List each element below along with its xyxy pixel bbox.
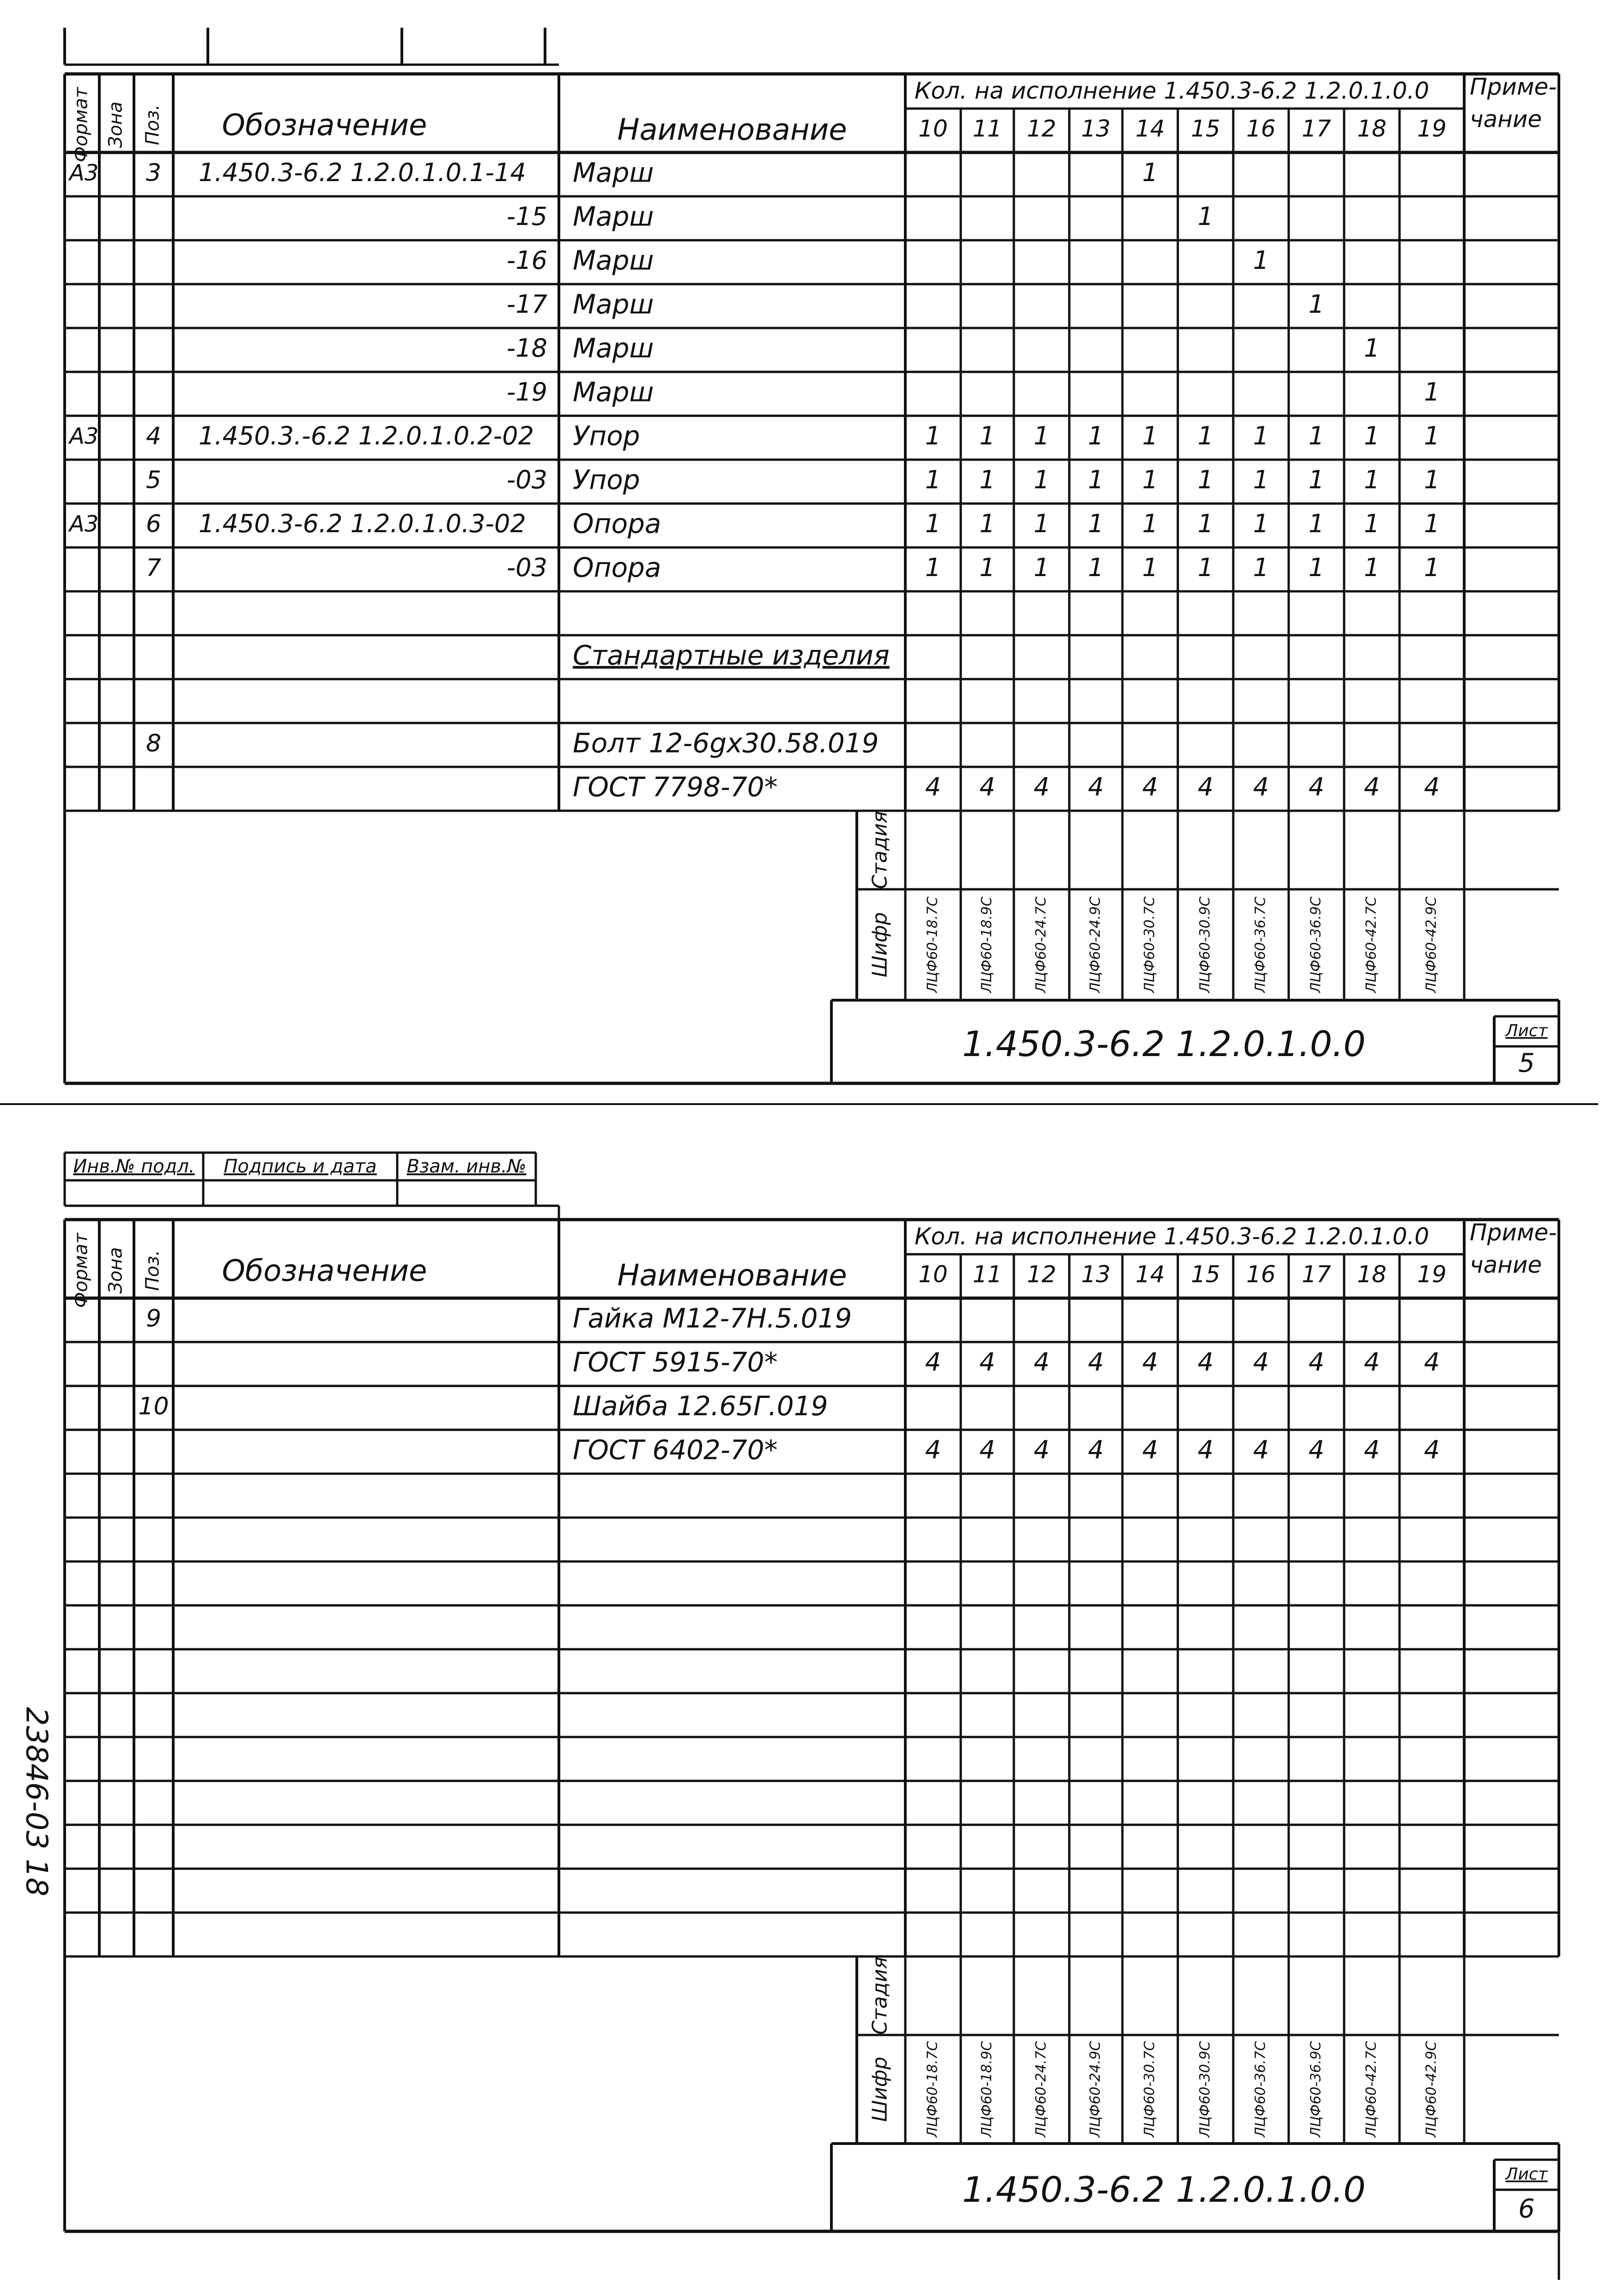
sheet-sheet1-row-designation: -19 <box>506 377 547 407</box>
sheet-sheet1-doc-number: 1.450.3-6.2 1.2.0.1.0.0 <box>962 1023 1366 1064</box>
sheet-sheet2-variant-12: 12 <box>1027 1261 1056 1288</box>
sheet-sheet2-qty-cell: 4 <box>979 1348 995 1377</box>
sheet-sheet2-cipher-value: ЛЦФ60-18.9С <box>979 2041 995 2138</box>
stamp-replace-label: Взам. инв.№ <box>406 1156 527 1177</box>
sheet-sheet1-row-name: Упор <box>573 464 640 496</box>
sheet-sheet1-qty-cell: 1 <box>1033 509 1050 539</box>
sheet-sheet1-cipher-value: ЛЦФ60-18.7С <box>924 896 941 993</box>
sheet-sheet2-qty-cell: 4 <box>1308 1435 1325 1465</box>
sheet-sheet1-row-name: Марш <box>573 376 654 408</box>
sheet-sheet1-variant-14: 14 <box>1135 115 1165 142</box>
sheet-sheet1-qty-cell: 1 <box>1197 202 1214 231</box>
sheet-sheet2-cipher-value: ЛЦФ60-36.7С <box>1252 2041 1269 2138</box>
sheet-sheet1-row-designation: -17 <box>506 290 547 319</box>
sheet-sheet1-qty-cell: 1 <box>1363 421 1380 451</box>
sheet-sheet1-qty-cell: 4 <box>1308 772 1325 802</box>
sheet-sheet1-qty-cell: 1 <box>1308 509 1325 539</box>
sheet-sheet1-qty-cell: 1 <box>1308 553 1325 583</box>
sheet-sheet1-qty-cell: 1 <box>925 421 941 451</box>
sheet-sheet1-variant-11: 11 <box>972 115 1002 142</box>
sheet-sheet1-qty-cell: 1 <box>979 421 995 451</box>
sheet-sheet1-row-pos: 6 <box>145 510 162 538</box>
sheet-sheet1-row-name: Болт 12-6gх30.58.019 <box>573 727 879 759</box>
sheet-sheet1-row-pos: 7 <box>145 554 162 582</box>
sheet-sheet1-row-name: Марш <box>573 332 654 364</box>
sheet-sheet1-row-pos: 5 <box>145 466 162 494</box>
sheet-sheet1-cipher-value: ЛЦФ60-24.7С <box>1033 896 1049 993</box>
sheet-sheet1-row-name: Марш <box>573 200 654 232</box>
sheet-sheet1-variant-17: 17 <box>1302 115 1331 142</box>
sheet-sheet1-qty-cell: 1 <box>1197 553 1214 583</box>
sheet-sheet1-qty-cell: 1 <box>1253 421 1269 451</box>
sheet-sheet2-stage-label: Стадия <box>868 1956 892 2035</box>
sheet-sheet1-header-pos: Поз. <box>142 104 164 146</box>
sheet-sheet1-row-pos: 8 <box>145 729 162 758</box>
sheet-sheet1-qty-cell: 1 <box>1253 553 1269 583</box>
margin-number: 23846-03 18 <box>19 1707 54 1896</box>
sheet-sheet1-qty-cell: 4 <box>1253 772 1269 802</box>
sheet-sheet2-cipher-value: ЛЦФ60-24.9С <box>1087 2041 1103 2138</box>
sheet-sheet1-row-name: Марш <box>573 244 654 276</box>
sheet-sheet2-variant-11: 11 <box>972 1261 1002 1288</box>
sheet-sheet1-row-designation: 1.450.3-6.2 1.2.0.1.0.3-02 <box>199 509 526 539</box>
sheet-sheet2-qty-cell: 4 <box>1033 1348 1050 1377</box>
sheet-sheet1-qty-cell: 1 <box>1142 158 1158 188</box>
sheet-sheet1-qty-cell: 1 <box>1253 465 1269 495</box>
sheet-sheet1-qty-cell: 1 <box>1253 246 1269 275</box>
sheet-sheet1-variant-13: 13 <box>1081 115 1111 142</box>
sheet-sheet1-qty-cell: 1 <box>925 553 941 583</box>
sheet-sheet1-qty-cell: 4 <box>979 772 995 802</box>
sheet-sheet2-cipher-value: ЛЦФ60-24.7С <box>1033 2041 1049 2138</box>
sheet-sheet2-header-designation: Обозначение <box>222 1254 427 1288</box>
sheet-sheet1-qty-cell: 1 <box>1142 509 1158 539</box>
sheet-sheet1-variant-12: 12 <box>1027 115 1056 142</box>
sheet-sheet1-qty-cell: 1 <box>1142 421 1158 451</box>
sheet-sheet1-variant-16: 16 <box>1246 115 1276 142</box>
sheet-sheet2-header-name: Наименование <box>617 1258 847 1293</box>
sheet-sheet1-row-designation: -03 <box>506 553 547 583</box>
sheet-sheet2-cipher-value: ЛЦФ60-30.7С <box>1141 2041 1158 2138</box>
sheet-sheet1-cipher-value: ЛЦФ60-24.9С <box>1087 896 1103 993</box>
sheet-sheet1-row-format: А3 <box>69 511 99 537</box>
sheet-sheet2-variant-15: 15 <box>1191 1261 1220 1288</box>
sheet-sheet1-row-designation: -18 <box>506 334 547 363</box>
sheet-sheet2-row-pos: 9 <box>145 1305 162 1333</box>
sheet-sheet1-qty-cell: 1 <box>1142 465 1158 495</box>
sheet-sheet1-qty-cell: 1 <box>1253 509 1269 539</box>
sheet-sheet1-qty-cell: 1 <box>1088 465 1104 495</box>
sheet-sheet1-header-note: Приме-чание <box>1470 73 1557 133</box>
sheet-sheet2-doc-number: 1.450.3-6.2 1.2.0.1.0.0 <box>962 2168 1366 2210</box>
sheet-sheet2-variant-19: 19 <box>1417 1261 1447 1288</box>
sheet-sheet1-qty-cell: 4 <box>1424 772 1440 802</box>
sheet-sheet2-qty-cell: 4 <box>979 1435 995 1465</box>
sheet-sheet1-row-name: Опора <box>573 552 661 583</box>
sheet-sheet2-header-qty: Кол. на исполнение 1.450.3-6.2 1.2.0.1.0.0 <box>915 1223 1430 1250</box>
sheet-sheet2-qty-cell: 4 <box>1197 1348 1214 1377</box>
sheet-sheet2-cipher-label: Шифр <box>868 2056 892 2122</box>
sheet-sheet1-row-designation: 1.450.3.-6.2 1.2.0.1.0.2-02 <box>199 421 534 451</box>
sheet-sheet1-qty-cell: 1 <box>979 553 995 583</box>
sheet-sheet2-cipher-value: ЛЦФ60-30.9С <box>1197 2041 1213 2138</box>
sheet-sheet1-qty-cell: 1 <box>1197 509 1214 539</box>
sheet-sheet1-qty-cell: 1 <box>1088 421 1104 451</box>
sheet-sheet1-variant-18: 18 <box>1357 115 1387 142</box>
sheet-sheet1-row-designation: -03 <box>506 465 547 495</box>
sheet-sheet1-qty-cell: 1 <box>1424 421 1440 451</box>
sheet-sheet1-cipher-value: ЛЦФ60-36.7С <box>1252 896 1269 993</box>
sheet-sheet2-header-note: Приме-чание <box>1470 1219 1557 1278</box>
sheet-sheet2-row-name: ГОСТ 5915-70* <box>573 1346 778 1378</box>
sheet-sheet1-cipher-value: ЛЦФ60-18.9С <box>979 896 995 993</box>
sheet-sheet1-cipher-value: ЛЦФ60-36.9С <box>1308 896 1324 993</box>
sheet-sheet2-cipher-value: ЛЦФ60-42.7С <box>1363 2041 1380 2138</box>
sheet-sheet1-qty-cell: 1 <box>925 509 941 539</box>
sheet-sheet2-header-format: Формат <box>70 1233 92 1308</box>
sheet-sheet1-qty-cell: 1 <box>1033 421 1050 451</box>
sheet-sheet1-row-name: Марш <box>573 288 654 320</box>
sheet-sheet1-row-name: Стандартные изделия <box>573 639 890 671</box>
sheet-sheet1-qty-cell: 4 <box>1088 772 1104 802</box>
sheet-sheet1-qty-cell: 1 <box>1308 465 1325 495</box>
sheet-sheet2-row-pos: 10 <box>138 1392 169 1421</box>
sheet-sheet1-qty-cell: 1 <box>1197 465 1214 495</box>
sheet-sheet1-variant-19: 19 <box>1417 115 1447 142</box>
sheet-sheet2-qty-cell: 4 <box>1424 1348 1440 1377</box>
sheet-sheet2-header-pos: Поз. <box>142 1250 164 1291</box>
sheet-sheet1-qty-cell: 4 <box>1142 772 1158 802</box>
sheet-sheet2-qty-cell: 4 <box>1142 1435 1158 1465</box>
sheet-sheet2-header-zone: Зона <box>105 1247 127 1294</box>
sheet-sheet2-cipher-value: ЛЦФ60-42.9С <box>1423 2041 1440 2138</box>
sheet-sheet2-row-name: ГОСТ 6402-70* <box>573 1434 778 1466</box>
sheet-sheet1-qty-cell: 1 <box>1142 553 1158 583</box>
sheet-sheet1-qty-cell: 1 <box>1197 421 1214 451</box>
sheet-sheet1-variant-10: 10 <box>918 115 948 142</box>
sheet-sheet1-row-designation: -16 <box>506 246 547 275</box>
sheet-sheet2-variant-10: 10 <box>918 1261 948 1288</box>
sheet-sheet1-header-format: Формат <box>70 87 92 163</box>
sheet-sheet2-qty-cell: 4 <box>1088 1435 1104 1465</box>
sheet-sheet1-row-pos: 4 <box>145 422 162 450</box>
stamp-signature-label: Подпись и дата <box>224 1156 377 1177</box>
sheet-sheet1-qty-cell: 1 <box>1424 553 1440 583</box>
sheet-sheet2-qty-cell: 4 <box>1088 1348 1104 1377</box>
sheet-sheet1-sheet-number: 5 <box>1518 1048 1535 1079</box>
sheet-sheet2-qty-cell: 4 <box>1363 1348 1380 1377</box>
sheet-sheet1-qty-cell: 4 <box>1197 772 1214 802</box>
sheet-sheet1-qty-cell: 1 <box>1424 509 1440 539</box>
sheet-sheet2-row-name: Гайка М12-7Н.5.019 <box>573 1302 852 1334</box>
sheet-sheet2-qty-cell: 4 <box>925 1435 941 1465</box>
sheet-sheet2-qty-cell: 4 <box>925 1348 941 1377</box>
sheet-sheet1-variant-15: 15 <box>1191 115 1220 142</box>
sheet-sheet2-qty-cell: 4 <box>1308 1348 1325 1377</box>
sheet-sheet2-cipher-value: ЛЦФ60-36.9С <box>1308 2041 1324 2138</box>
sheet-sheet2-variant-14: 14 <box>1135 1261 1165 1288</box>
sheet-sheet1-qty-cell: 1 <box>1363 553 1380 583</box>
sheet-sheet1-header-zone: Зона <box>105 101 127 148</box>
sheet-sheet1-row-name: ГОСТ 7798-70* <box>573 771 778 803</box>
sheet-sheet2-cipher-value: ЛЦФ60-18.7С <box>924 2041 941 2138</box>
sheet-sheet1-qty-cell: 1 <box>1363 465 1380 495</box>
sheet-sheet1-header-qty: Кол. на исполнение 1.450.3-6.2 1.2.0.1.0.0 <box>915 77 1430 104</box>
sheet-sheet2-variant-18: 18 <box>1357 1261 1387 1288</box>
sheet-sheet1-qty-cell: 4 <box>925 772 941 802</box>
sheet-sheet1-qty-cell: 1 <box>1088 509 1104 539</box>
sheet-sheet1-cipher-value: ЛЦФ60-42.9С <box>1423 896 1440 993</box>
sheet-sheet1-row-format: А3 <box>69 423 99 449</box>
sheet-sheet2-qty-cell: 4 <box>1033 1435 1050 1465</box>
sheet-sheet1-qty-cell: 1 <box>1033 465 1050 495</box>
sheet-sheet1-cipher-value: ЛЦФ60-30.9С <box>1197 896 1213 993</box>
sheet-sheet1-row-format: А3 <box>69 160 99 186</box>
sheet-sheet1-qty-cell: 1 <box>1363 334 1380 363</box>
sheet-sheet2-qty-cell: 4 <box>1424 1435 1440 1465</box>
sheet-sheet2-sheet-label: Лист <box>1505 2165 1548 2184</box>
sheet-sheet1-cipher-label: Шифр <box>868 912 892 978</box>
sheet-sheet1-qty-cell: 1 <box>1308 421 1325 451</box>
sheet-sheet1-stage-label: Стадия <box>868 811 892 889</box>
sheet-sheet1-sheet-label: Лист <box>1505 1021 1548 1040</box>
sheet-sheet1-qty-cell: 1 <box>1363 509 1380 539</box>
sheet-sheet1-qty-cell: 1 <box>925 465 941 495</box>
sheet-sheet1-qty-cell: 1 <box>1308 290 1325 319</box>
sheet-sheet2-qty-cell: 4 <box>1197 1435 1214 1465</box>
sheet-sheet1-cipher-value: ЛЦФ60-30.7С <box>1141 896 1158 993</box>
sheet-sheet1-row-name: Упор <box>573 420 640 452</box>
sheet-sheet1-qty-cell: 1 <box>979 465 995 495</box>
sheet-sheet2-qty-cell: 4 <box>1363 1435 1380 1465</box>
sheet-sheet1-qty-cell: 1 <box>1033 553 1050 583</box>
sheet-sheet2-variant-16: 16 <box>1246 1261 1276 1288</box>
sheet-sheet2-qty-cell: 4 <box>1142 1348 1158 1377</box>
sheet-sheet1-qty-cell: 4 <box>1363 772 1380 802</box>
sheet-sheet1-qty-cell: 1 <box>1424 465 1440 495</box>
sheet-sheet1-header-designation: Обозначение <box>222 108 427 143</box>
stamp-inv-label: Инв.№ подл. <box>73 1156 195 1177</box>
sheet-sheet1-row-designation: -15 <box>506 202 547 231</box>
sheet-sheet2-qty-cell: 4 <box>1253 1348 1269 1377</box>
sheet-sheet2-row-name: Шайба 12.65Г.019 <box>573 1390 828 1422</box>
sheet-sheet1-qty-cell: 1 <box>1088 553 1104 583</box>
sheet-sheet1-qty-cell: 1 <box>1424 377 1440 407</box>
sheet-sheet2-qty-cell: 4 <box>1253 1435 1269 1465</box>
sheet-sheet1-qty-cell: 1 <box>979 509 995 539</box>
sheet-sheet1-row-designation: 1.450.3-6.2 1.2.0.1.0.1-14 <box>199 158 526 188</box>
sheet-sheet2-sheet-number: 6 <box>1518 2194 1535 2224</box>
sheet-sheet1-qty-cell: 4 <box>1033 772 1050 802</box>
sheet-sheet1-header-name: Наименование <box>617 113 847 147</box>
sheet-sheet1-row-name: Марш <box>573 157 654 188</box>
sheet-sheet1-cipher-value: ЛЦФ60-42.7С <box>1363 896 1380 993</box>
sheet-sheet2-variant-13: 13 <box>1081 1261 1111 1288</box>
sheet-sheet2-variant-17: 17 <box>1302 1261 1331 1288</box>
sheet-sheet1-row-pos: 3 <box>145 159 162 187</box>
sheet-sheet1-row-name: Опора <box>573 508 661 540</box>
